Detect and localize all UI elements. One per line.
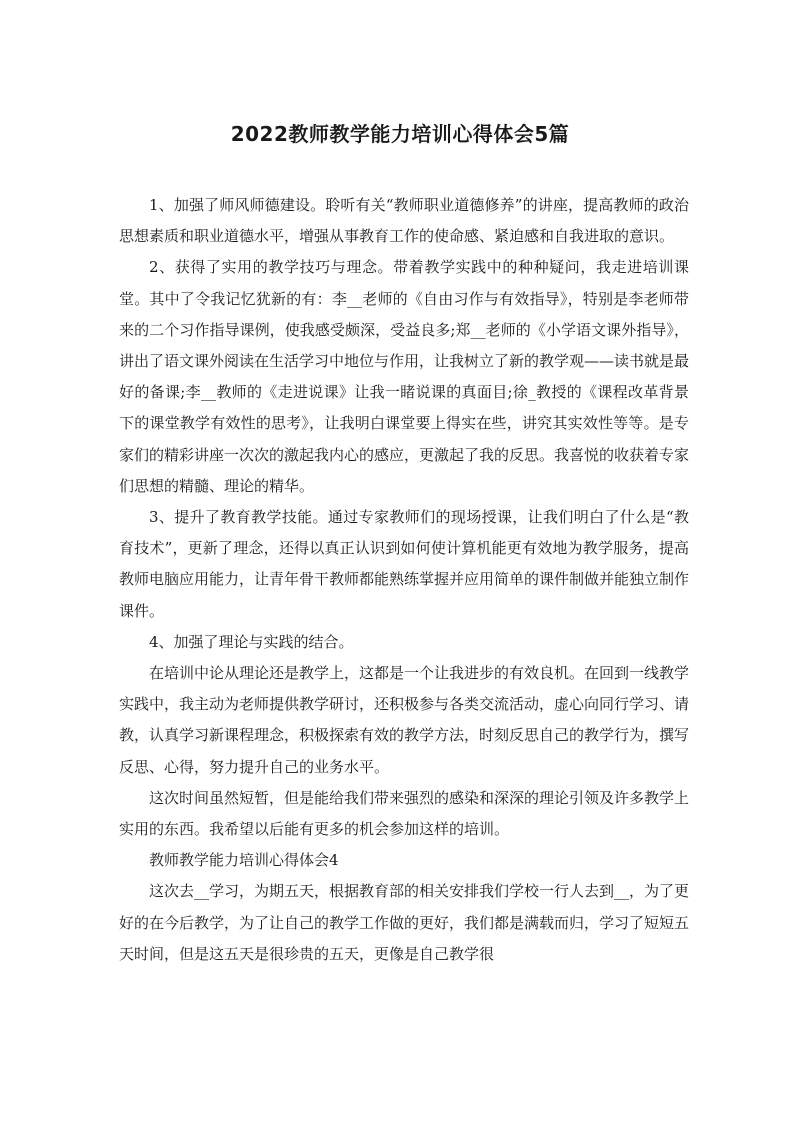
paragraph-5: 在培训中论从理论还是教学上，这都是一个让我进步的有效良机。在回到一线教学实践中，我主动为老师提供教学研讨，还积极参与各类交流活动，虚心向同行学习、请教，认真学习新课程理念，积极探索有效的教学方法，时刻反思自己的教学行为，撰写反思、心得，努力提升自己的业务水平。 — [119, 664, 690, 776]
paragraph-8: 这次去__学习，为期五天，根据教育部的相关安排我们学校一行人去到__，为了更好的在今后教学，为了让自己的教学工作做的更好，我们都是满载而归，学习了短短五天时间，但是这五天是很珍贵的五天，更像是自己教学很 — [119, 882, 690, 963]
paragraph-4: 4、加强了理论与实践的结合。 — [149, 632, 354, 651]
document-body — [119, 190, 689, 970]
section-heading-4: 教师教学能力培训心得体会4 — [149, 851, 339, 870]
paragraph-3: 3、提升了教育教学技能。通过专家教师们的现场授课，让我们明白了什么是“教育技术”，更新了理念，还得以真正认识到如何使计算机能更有效地为教学服务，提高教师电脑应用能力，让青年骨干教师都能熟练掌握并应用简单的课件制做并能独立制作课件。 — [119, 508, 690, 620]
document-title: 2022教师教学能力培训心得体会5篇 — [230, 122, 570, 146]
paragraph-6: 这次时间虽然短暂，但是能给我们带来强烈的感染和深深的理论引领及许多教学上实用的东西。我希望以后能有更多的机会参加这样的培训。 — [119, 788, 690, 839]
paragraph-2: 2、获得了实用的教学技巧与理念。带着教学实践中的种种疑问，我走进培训课堂。其中了令我记忆犹新的有：李__老师的《自由习作与有效指导》，特别是李老师带来的二个习作指导课例，使我感受颇深，受益良多;郑__老师的《小学语文课外指导》，讲出了语文课外阅读在生活学习中地位与作用，让我树立了新的教学观——读书就是最好的备课;李__教师的《走进说课》让我一睹说课的真面目;徐_教授的《课程改革背景下的课堂教学有效性的思考》，让我明白课堂要上得实在些，讲究其实效性等等。是专家们的精彩讲座一次次的激起我内心的感应，更激起了我的反思。我喜悦的收获着专家们思想的精髓、理论的精华。 — [119, 258, 690, 495]
paragraph-1: 1、加强了师风师德建设。聆听有关“教师职业道德修养”的讲座，提高教师的政治思想素质和职业道德水平，增强从事教育工作的使命感、紧迫感和自我进取的意识。 — [119, 196, 689, 246]
